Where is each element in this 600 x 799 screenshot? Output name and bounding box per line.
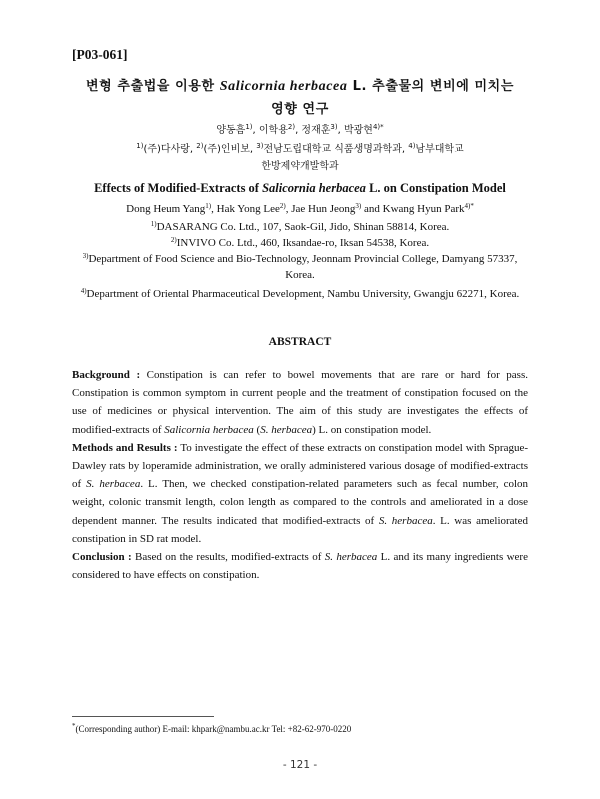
english-affiliation-2 <box>60 235 540 251</box>
korean-author: 이학용 <box>258 125 288 136</box>
korean-authors <box>60 121 540 136</box>
korean-title-post: L. 추출물의 변비에 미치는 <box>347 79 514 94</box>
background-text: Constipation is can refer to bowel movements that are rare or hard for pass. Constipation is common symptom in current people and the treatment of constipation focused on the use of medicines or physical intervention. The aim of this study are investigates the effects of modified-extracts of <box>72 369 528 436</box>
english-author-aff: 2) <box>279 202 286 210</box>
korean-author: 정재훈 <box>301 125 331 136</box>
species-abbrev: S. herbacea <box>86 478 141 491</box>
methods-text: . L. Then, we checked constipation-related parameters such as fecal number, colon weight, colonic transmit length, colon length as compared to the controls and ameliorated in a dose dependent manner. The results indicated that modified-extracts of <box>72 478 529 527</box>
background-text: ) L. on constipation model. <box>312 423 432 436</box>
methods-text: To investigate the effect of these extracts on constipation model with Sprague-Dawley rats by loperamide administration, we orally administered various dosage of modified-extracts of <box>72 441 529 491</box>
english-title-species: Salicornia herbacea <box>262 181 366 195</box>
footnote-divider <box>72 716 214 717</box>
english-author: Kwang Hyun Park <box>382 203 465 215</box>
conclusion-text: Based on the results, modified-extracts of <box>131 551 325 564</box>
korean-author-aff: 2) <box>287 123 296 131</box>
affiliation-mark: 3) <box>256 142 264 150</box>
affiliation-text: (주)다사랑, <box>143 144 197 155</box>
abstract-body <box>72 366 528 584</box>
english-author-aff: 4)* <box>464 202 474 210</box>
author-separator: , <box>252 125 259 136</box>
korean-author-aff: 3) <box>330 123 338 131</box>
methods-text: . L. was ameliorated constipation in SD rat model. <box>72 514 528 545</box>
korean-affiliations-line2: 한방제약개발학과 <box>261 161 339 172</box>
conclusion-paragraph <box>72 548 528 584</box>
affiliation-mark: 4) <box>80 287 87 295</box>
english-authors <box>40 203 560 215</box>
methods-label: Methods and Results : <box>72 441 178 454</box>
species-abbrev: S. herbacea <box>260 423 313 436</box>
korean-author-aff: 1) <box>245 123 253 131</box>
korean-affiliations-line1 <box>60 140 540 155</box>
footnote-text: (Corresponding author) E-mail: khpark@nambu.ac.kr Tel: +82-62-970-0220 <box>75 724 352 734</box>
background-text: ( <box>253 423 261 436</box>
affiliation-mark: 3) <box>82 252 89 260</box>
korean-author: 양동흠 <box>216 125 246 136</box>
affiliation-mark: 2) <box>170 236 177 244</box>
affiliation-text: DASARANG Co. Ltd., 107, Saok-Gil, Jido, Shinan 58814, Korea. <box>156 221 450 233</box>
species-name: Salicornia herbacea <box>164 423 254 436</box>
korean-title-line2: 영향 연구 <box>271 102 329 117</box>
affiliation-text: (주)인비보, <box>203 144 257 155</box>
affiliation-mark: 1) <box>150 220 157 228</box>
english-author-aff: 3) <box>355 202 362 210</box>
english-title-post: L. on Constipation Model <box>365 181 506 195</box>
english-author: Jae Hun Jeong <box>291 203 356 215</box>
affiliation-text: Department of Food Science and Bio-Technology, Jeonnam Provincial College, Damyang 57337, Korea. <box>88 253 518 281</box>
affiliation-text: INVIVO Co. Ltd., 460, Iksandae-ro, Iksan 54538, Korea. <box>176 237 430 249</box>
author-separator: , <box>295 125 302 136</box>
author-separator: , <box>285 203 292 215</box>
affiliation-text: 남부대학교 <box>415 144 464 155</box>
background-label: Background : <box>72 369 141 381</box>
corresponding-author-footnote <box>72 724 351 734</box>
english-affiliation-3 <box>72 251 528 283</box>
conclusion-label: Conclusion : <box>72 551 132 564</box>
english-title-pre: Effects of Modified-Extracts of <box>94 181 263 195</box>
affiliation-text: 전남도립대학교 식품생명과학과, <box>263 144 409 155</box>
abstract-heading: ABSTRACT <box>268 336 332 348</box>
korean-title-line1 <box>60 75 540 95</box>
english-author: Hak Yong Lee <box>216 203 280 215</box>
session-code: [P03-061] <box>72 47 128 62</box>
english-affiliation-1 <box>60 219 540 235</box>
korean-author-aff: 4)* <box>372 123 384 131</box>
author-separator: , <box>337 125 344 136</box>
species-abbrev: S. herbacea <box>378 514 433 527</box>
species-abbrev: S. herbacea <box>324 551 378 564</box>
affiliation-text: Department of Oriental Pharmaceutical Development, Nambu University, Gwangju 62271, Korea. <box>86 288 520 300</box>
korean-title-pre: 변형 추출법을 이용한 <box>85 79 220 94</box>
english-affiliation-4 <box>72 286 528 302</box>
author-separator: and <box>361 203 383 215</box>
english-author: Dong Heum Yang <box>126 203 206 215</box>
page-number: - 121 - <box>282 759 318 771</box>
conclusion-text: L. and its many ingredients were considered to have effects on constipation. <box>72 551 528 582</box>
korean-author: 박광현 <box>343 125 373 136</box>
english-title <box>40 181 560 196</box>
english-author-aff: 1) <box>205 202 212 210</box>
methods-paragraph <box>72 439 528 548</box>
footnote-mark: * <box>72 722 76 730</box>
korean-title-species: Salicornia herbacea <box>219 79 348 94</box>
affiliation-mark: 1) <box>136 142 144 150</box>
affiliation-mark: 2) <box>196 142 204 150</box>
author-separator: , <box>211 203 217 215</box>
affiliation-mark: 4) <box>408 142 416 150</box>
background-paragraph <box>72 366 528 439</box>
